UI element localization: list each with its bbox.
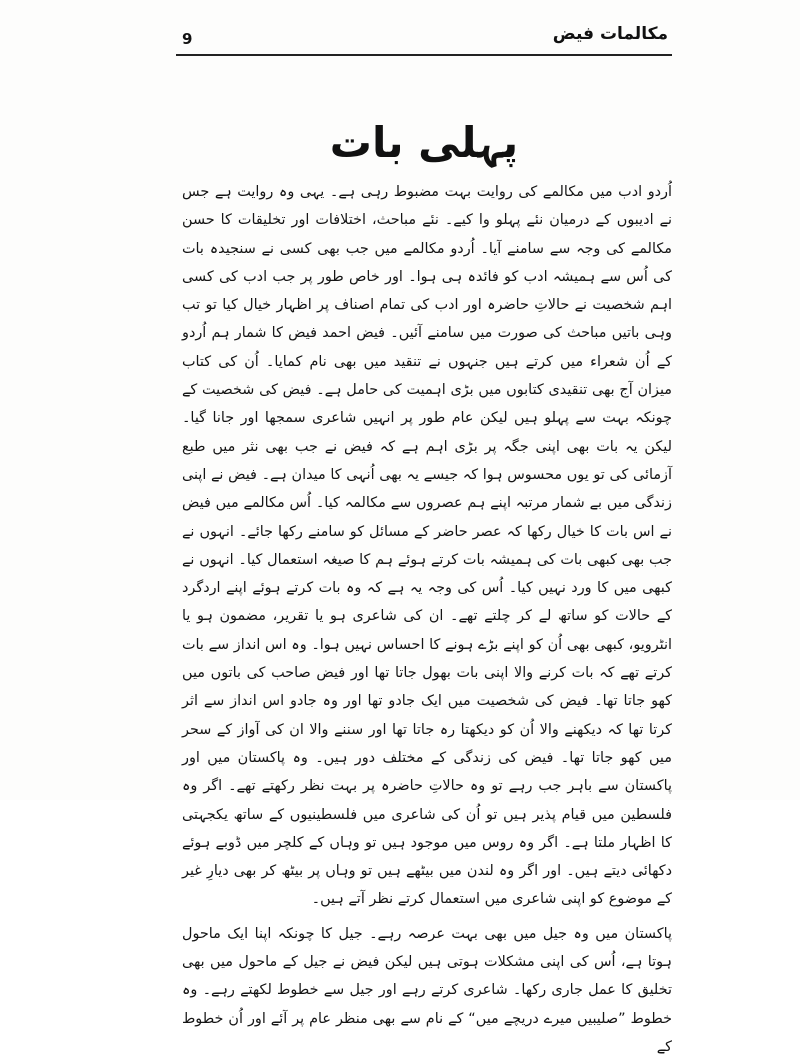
paragraph: اُردو ادب میں مکالمے کی روایت بہت مضبوط رہی ہے۔ یہی وہ روایت ہے جس نے ادیبوں کے درمیان نئے پہلو وا کیے۔ نئے مباحث، اختلافات اور تخلیقات کا حسن مکالمے کی وجہ سے سامنے آیا۔ اُردو مکالمے میں جب بھی کسی نے سنجیدہ بات کی اُس سے ہمیشہ ادب کو فائدہ ہی ہوا۔ اور خاص طور پر جب ادب کی کسی اہم شخصیت نے حالاتِ حاضرہ اور ادب کی تمام اصناف پر اظہار خیال کیا تو تب وہی باتیں مباحث کی صورت میں سامنے آئیں۔ فیض احمد فیض کا شمار ہم اُردو کے اُن شعراء میں کرتے ہیں جنہوں نے تنقید میں بھی نام کمایا۔ اُن کی کتاب میزان آج بھی تنقیدی کتابوں میں بڑی اہمیت کی حامل ہے۔ فیض کی شخصیت کے چونکہ بہت سے پہلو ہیں لیکن عام طور پر انہیں شاعری سمجھا اور جانا گیا۔ لیکن یہ بات بھی اپنی جگہ پر بڑی اہم ہے کہ فیض نے جب بھی نثر میں طبع آزمائی کی تو یوں محسوس ہوا کہ جیسے یہ بھی اُنہی کا میدان ہے۔ فیض نے اپنی زندگی میں بے شمار مرتبہ اپنے ہم عصروں سے مکالمہ کیا۔ اُس مکالمے میں فیض نے اس بات کا خیال رکھا کہ عصر حاضر کے مسائل کو سامنے رکھا جائے۔ انہوں نے جب بھی کبھی بات کی ہمیشہ بات کرتے ہوئے ہم کا صیغہ استعمال کیا۔ انہوں نے کبھی میں کا ورد نہیں کیا۔ اُس کی وجہ یہ ہے کہ وہ بات کرتے ہوئے اپنے اردگرد کے حالات کو ساتھ لے کر چلتے تھے۔ ان کی شاعری ہو یا تقریر، مضمون ہو یا انٹرویو، کبھی بھی اُن کو اپنے بڑے ہونے کا احساس نہیں ہوا۔ وہ اس انداز سے بات کرتے تھے کہ بات کرنے والا اپنی بات بھول جاتا تھا اور فیض صاحب کی باتوں میں کھو جاتا تھا۔ فیض کی شخصیت میں ایک جادو تھا اور وہ جادو اس انداز سے اثر کرتا تھا کہ دیکھنے والا اُن کو دیکھتا رہ جاتا تھا اور سننے والا ان کی آواز کے سحر میں کھو جاتا تھا۔ فیض کی زندگی کے مختلف دور ہیں۔ وہ پاکستان میں اور پاکستان سے باہر جب رہے تو وہ حالاتِ حاضرہ پر بہت نظر رکھتے تھے۔ اگر وہ فلسطین میں قیام پذیر ہیں تو اُن کی شاعری میں فلسطینیوں کے ساتھ یکجہتی کا اظہار ملتا ہے۔ اگر وہ روس میں موجود ہیں تو وہاں کے کلچر میں ڈوبے ہوئے دکھائی دیتے ہیں۔ اور اگر وہ لندن میں بیٹھے ہیں تو وہاں پر بیٹھ کر بھی دیارِ غیر کے موضوع کو اپنی شاعری میں استعمال کرتے نظر آتے ہیں۔ bbox=[182, 184, 672, 908]
page-header bbox=[176, 18, 672, 54]
body-text bbox=[182, 178, 672, 1061]
page-number: 9 bbox=[182, 30, 193, 48]
paragraph: پاکستان میں وہ جیل میں بھی بہت عرصہ رہے۔ جیل کا چونکہ اپنا ایک ماحول ہوتا ہے، اُس کی اپنی مشکلات ہوتی ہیں لیکن فیض نے جیل کے ماحول میں بھی تخلیق کا عمل جاری رکھا۔ شاعری کرتے رہے اور جیل سے خطوط لکھتے رہے۔ وہ خطوط ”صلیبیں میرے دریچے میں“ کے نام سے بھی منظر عام پر آئے اور اُن خطوط کے bbox=[182, 925, 672, 1055]
header-rule bbox=[176, 54, 672, 56]
running-title: مکالمات فیض bbox=[552, 24, 668, 44]
chapter-title: پہلی بات bbox=[329, 118, 519, 167]
